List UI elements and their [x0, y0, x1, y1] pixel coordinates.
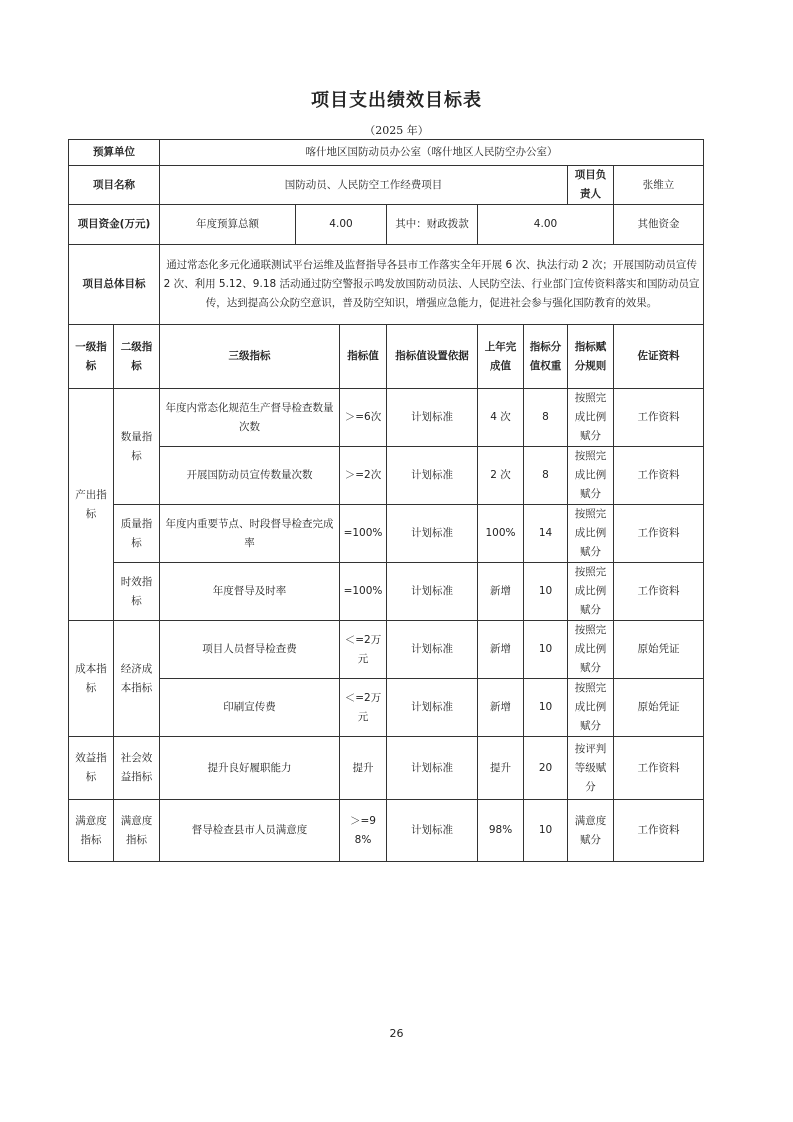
header-level3: 三级指标	[160, 325, 340, 389]
project-manager-label: 项目负责人	[568, 166, 614, 205]
subgroup-timeliness: 时效指标	[114, 563, 160, 621]
header-weight: 指标分值权重	[524, 325, 568, 389]
indicator-basis: 计划标准	[387, 621, 478, 679]
indicator-rule: 按照完成比例赋分	[568, 563, 614, 621]
project-name-value: 国防动员、人民防空工作经费项目	[160, 166, 568, 205]
table-row	[69, 800, 704, 862]
indicator-header-row	[69, 325, 704, 389]
indicator-basis: 计划标准	[387, 737, 478, 800]
indicator-weight: 10	[524, 679, 568, 737]
indicator-weight: 8	[524, 447, 568, 505]
other-funds-label: 其他资金	[637, 218, 680, 230]
indicator-target: ＜=2万元	[340, 679, 387, 737]
indicator-last-year: 提升	[478, 737, 524, 800]
header-rule: 指标赋分规则	[568, 325, 614, 389]
indicator-basis: 计划标准	[387, 800, 478, 862]
subgroup-satisfaction: 满意度指标	[114, 800, 160, 862]
indicator-last-year: 新增	[478, 679, 524, 737]
annual-total-value: 4.00	[296, 205, 387, 245]
indicator-rule: 按照完成比例赋分	[568, 447, 614, 505]
header-evidence: 佐证资料	[614, 325, 704, 389]
performance-table	[68, 139, 704, 862]
page-number: 26	[389, 1027, 404, 1040]
subgroup-quantity: 数量指标	[114, 389, 160, 505]
indicator-rule: 按照完成比例赋分	[568, 505, 614, 563]
indicator-basis: 计划标准	[387, 447, 478, 505]
indicator-target: =100%	[340, 563, 387, 621]
fiscal-funds-label: 其中：财政拨款	[387, 205, 478, 245]
table-row	[69, 389, 704, 447]
indicator-weight: 14	[524, 505, 568, 563]
table-row	[69, 563, 704, 621]
indicator-basis: 计划标准	[387, 505, 478, 563]
indicator-evidence: 工作资料	[614, 389, 704, 447]
indicator-evidence: 工作资料	[614, 505, 704, 563]
indicator-weight: 20	[524, 737, 568, 800]
indicator-rule: 满意度赋分	[568, 800, 614, 862]
indicator-last-year: 100%	[478, 505, 524, 563]
indicator-target: ＞=2次	[340, 447, 387, 505]
subgroup-economic-cost: 经济成本指标	[114, 621, 160, 737]
indicator-evidence: 工作资料	[614, 737, 704, 800]
subgroup-quality: 质量指标	[114, 505, 160, 563]
indicator-last-year: 2 次	[478, 447, 524, 505]
project-manager-value: 张维立	[614, 166, 704, 205]
overall-goal-label: 项目总体目标	[69, 245, 160, 325]
indicator-weight: 10	[524, 621, 568, 679]
table-row	[69, 679, 704, 737]
indicator-evidence: 工作资料	[614, 447, 704, 505]
indicator-evidence: 工作资料	[614, 800, 704, 862]
indicator-target: ＞=6次	[340, 389, 387, 447]
header-last-year: 上年完成值	[478, 325, 524, 389]
table-row	[69, 621, 704, 679]
table-row	[69, 737, 704, 800]
indicator-evidence: 工作资料	[614, 563, 704, 621]
indicator-target: 提升	[340, 737, 387, 800]
indicator-last-year: 新增	[478, 621, 524, 679]
header-basis: 指标值设置依据	[387, 325, 478, 389]
indicator-last-year: 4 次	[478, 389, 524, 447]
indicator-weight: 10	[524, 563, 568, 621]
overall-goal-text: 通过常态化多元化通联测试平台运维及监督指导各县市工作落实全年开展 6 次、执法行动 2 次；开展国防动员宣传 2 次、利用 5.12、9.18 活动通过防空警报示鸣发放国防动员法、人民防空法、行业部门宣传资料落实和国防动员宣传，达到提高公众防空意识，普及防空知识，增强应急能力，促进社会参与强化国防教育的效果。	[160, 245, 704, 325]
fiscal-funds-value: 4.00	[478, 205, 614, 245]
subgroup-social-benefit: 社会效益指标	[114, 737, 160, 800]
indicator-weight: 8	[524, 389, 568, 447]
indicator-target: =100%	[340, 505, 387, 563]
document-year: （2025 年）	[364, 124, 429, 137]
project-funds-label: 项目资金(万元)	[69, 205, 160, 245]
indicator-weight: 10	[524, 800, 568, 862]
project-name-label: 项目名称	[69, 166, 160, 205]
indicator-rule: 按照完成比例赋分	[568, 621, 614, 679]
header-level1: 一级指标	[69, 325, 114, 389]
group-benefit: 效益指标	[69, 737, 114, 800]
indicator-last-year: 新增	[478, 563, 524, 621]
indicator-target: ＞=98%	[340, 800, 387, 862]
indicator-name: 项目人员督导检查费	[160, 621, 340, 679]
indicator-rule: 按照完成比例赋分	[568, 389, 614, 447]
indicator-last-year: 98%	[478, 800, 524, 862]
other-funds-group	[614, 205, 704, 245]
budget-unit-row	[69, 140, 704, 166]
indicator-name: 年度内重要节点、时段督导检查完成率	[160, 505, 340, 563]
project-funds-row	[69, 205, 704, 245]
document-title: 项目支出绩效目标表	[311, 90, 482, 111]
budget-unit-value: 喀什地区国防动员办公室（喀什地区人民防空办公室）	[160, 140, 704, 166]
budget-unit-label: 预算单位	[69, 140, 160, 166]
indicator-basis: 计划标准	[387, 389, 478, 447]
indicator-target: ＜=2万元	[340, 621, 387, 679]
indicator-name: 印刷宣传费	[160, 679, 340, 737]
header-level2: 二级指标	[114, 325, 160, 389]
group-output: 产出指标	[69, 389, 114, 621]
indicator-name: 开展国防动员宣传数量次数	[160, 447, 340, 505]
indicator-rule: 按评判等级赋分	[568, 737, 614, 800]
table-row	[69, 505, 704, 563]
indicator-name: 年度内常态化规范生产督导检查数量次数	[160, 389, 340, 447]
indicator-name: 督导检查县市人员满意度	[160, 800, 340, 862]
group-cost: 成本指标	[69, 621, 114, 737]
overall-goal-row	[69, 245, 704, 325]
indicator-name: 年度督导及时率	[160, 563, 340, 621]
project-name-row	[69, 166, 704, 205]
indicator-basis: 计划标准	[387, 679, 478, 737]
table-row	[69, 447, 704, 505]
indicator-evidence: 原始凭证	[614, 621, 704, 679]
indicator-evidence: 原始凭证	[614, 679, 704, 737]
group-satisfaction: 满意度指标	[69, 800, 114, 862]
indicator-name: 提升良好履职能力	[160, 737, 340, 800]
indicator-rule: 按照完成比例赋分	[568, 679, 614, 737]
indicator-basis: 计划标准	[387, 563, 478, 621]
header-target: 指标值	[340, 325, 387, 389]
annual-total-label: 年度预算总额	[160, 205, 296, 245]
